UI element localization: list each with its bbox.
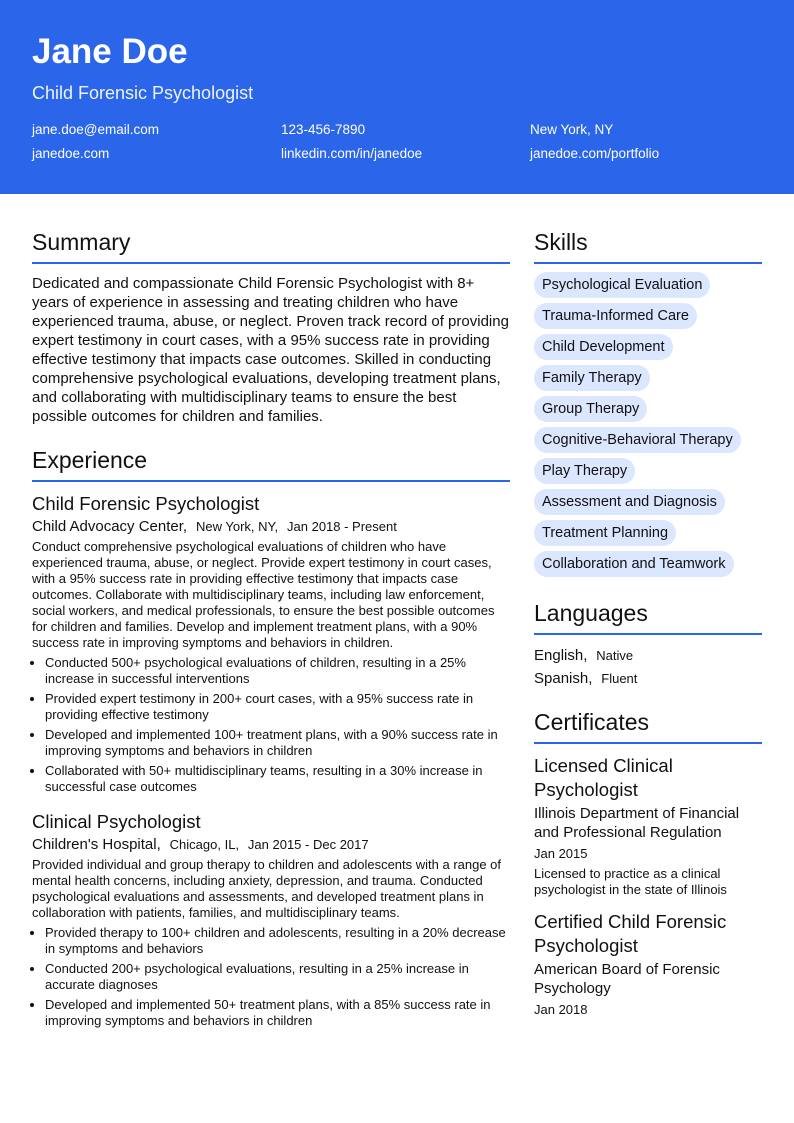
job-description: Provided individual and group therapy to children and adolescents with a range of mental health concerns, including anxiety, depression, and trauma. Conducted psychological evaluations and assessments, and developed treatment plans in collaboration with patients, families, and multidisciplinary teams. xyxy=(32,857,502,920)
summary-section xyxy=(32,228,510,426)
certificates-section xyxy=(534,708,762,1018)
certificate-description: Licensed to practice as a clinical psychologist in the state of Illinois xyxy=(534,866,727,897)
job-entry xyxy=(32,492,510,795)
skill-chip: Trauma-Informed Care xyxy=(534,303,697,329)
candidate-title: Child Forensic Psychologist xyxy=(32,83,254,103)
job-dates: Jan 2015 - Dec 2017 xyxy=(247,837,369,852)
list-item: • Conducted 500+ psychological evaluations of children, resulting in a 25% increase in successful interventions xyxy=(45,655,510,687)
section-heading: Certificates xyxy=(534,708,762,744)
job-title: Child Forensic Psychologist xyxy=(32,493,260,514)
language-item xyxy=(534,667,762,690)
section-heading: Summary xyxy=(32,228,510,264)
section-heading: Experience xyxy=(32,446,510,482)
left-column xyxy=(32,194,510,1033)
skills-section xyxy=(534,228,762,582)
certificate-issuer: American Board of Forensic Psychology xyxy=(534,961,720,997)
candidate-name: Jane Doe xyxy=(32,32,188,71)
list-item: • Developed and implemented 50+ treatment plans, with a 85% success rate in improving symptoms and behaviors in children xyxy=(45,997,510,1029)
list-item: • Conducted 200+ psychological evaluations, resulting in a 25% increase in accurate diagnoses xyxy=(45,961,510,993)
certificate-name: Certified Child Forensic Psychologist xyxy=(534,911,727,956)
certificate-entry xyxy=(534,754,762,898)
email-link[interactable]: jane.doe@email.com xyxy=(32,122,160,137)
job-meta xyxy=(32,836,510,854)
resume-body xyxy=(0,194,794,1033)
skill-chip: Play Therapy xyxy=(534,458,635,484)
job-meta xyxy=(32,518,510,536)
skill-chip: Treatment Planning xyxy=(534,520,676,546)
skills-list xyxy=(534,272,762,582)
section-heading: Skills xyxy=(534,228,762,264)
certificate-date: Jan 2018 xyxy=(534,1002,588,1017)
skill-chip: Collaboration and Teamwork xyxy=(534,551,734,577)
certificate-issuer: Illinois Department of Financial and Professional Regulation xyxy=(534,805,740,841)
resume-header xyxy=(0,0,794,194)
skill-chip: Family Therapy xyxy=(534,365,650,391)
certificate-entry xyxy=(534,910,762,1018)
job-title: Clinical Psychologist xyxy=(32,811,201,832)
certificate-date: Jan 2015 xyxy=(534,846,588,861)
experience-section xyxy=(32,446,510,1029)
language-name: Spanish, xyxy=(534,670,593,687)
language-level: Native xyxy=(596,648,634,663)
skill-chip: Group Therapy xyxy=(534,396,647,422)
summary-text: Dedicated and compassionate Child Forensic Psychologist with 8+ years of experience in assessing and treating children who have experienced trauma, abuse, or neglect. Proven track record of providing expert testimony in court cases, with a 95% success rate in providing effective testimony that impacts case outcomes. Skilled in conducting comprehensive psychological evaluations, developing treatment plans, and collaborating with multidisciplinary teams to ensure the best possible outcomes for children and families. xyxy=(32,275,509,425)
list-item: • Collaborated with 50+ multidisciplinary teams, resulting in a 30% increase in successful case outcomes xyxy=(45,763,510,795)
certificate-name: Licensed Clinical Psychologist xyxy=(534,755,673,800)
linkedin-link[interactable]: linkedin.com/in/janedoe xyxy=(281,146,423,161)
job-dates: Jan 2018 - Present xyxy=(287,519,397,534)
skill-chip: Cognitive-Behavioral Therapy xyxy=(534,427,741,453)
job-description: Conduct comprehensive psychological evaluations of children who have experienced trauma, abuse, or neglect. Provide expert testimony in court cases, with a 95% success rate in providing effective testimony that impacts case outcomes. Collaborate with multidisciplinary teams, including law enforcement, social workers, and medical professionals, to ensure the best possible outcomes for children and families. Develop and implement treatment plans, with a 90% success rate in improving symptoms and behaviors in children. xyxy=(32,539,495,650)
job-entry xyxy=(32,810,510,1029)
skill-chip: Assessment and Diagnosis xyxy=(534,489,725,515)
job-bullets xyxy=(32,655,510,795)
job-bullets xyxy=(32,925,510,1029)
skill-chip: Psychological Evaluation xyxy=(534,272,710,298)
language-name: English, xyxy=(534,647,588,664)
languages-list xyxy=(534,644,762,690)
website-link[interactable]: janedoe.com xyxy=(32,146,110,161)
job-company: Child Advocacy Center, xyxy=(32,518,188,535)
language-item xyxy=(534,644,762,667)
portfolio-link[interactable]: janedoe.com/portfolio xyxy=(530,146,660,161)
language-level: Fluent xyxy=(601,671,638,686)
list-item: • Provided expert testimony in 200+ court cases, with a 95% success rate in providing effective testimony xyxy=(45,691,510,723)
job-company: Children's Hospital, xyxy=(32,836,161,853)
list-item: • Developed and implemented 100+ treatment plans, with a 90% success rate in improving symptoms and behaviors in children xyxy=(45,727,510,759)
section-heading: Languages xyxy=(534,599,762,635)
job-location: New York, NY, xyxy=(195,519,279,534)
languages-section xyxy=(534,599,762,690)
list-item: • Provided therapy to 100+ children and adolescents, resulting in a 20% decrease in symptoms and behaviors xyxy=(45,925,510,957)
phone-number[interactable]: 123-456-7890 xyxy=(281,122,366,137)
contact-info xyxy=(32,121,762,162)
right-column xyxy=(534,194,762,1033)
skill-chip: Child Development xyxy=(534,334,673,360)
location-text: New York, NY xyxy=(530,122,614,137)
job-location: Chicago, IL, xyxy=(169,837,240,852)
